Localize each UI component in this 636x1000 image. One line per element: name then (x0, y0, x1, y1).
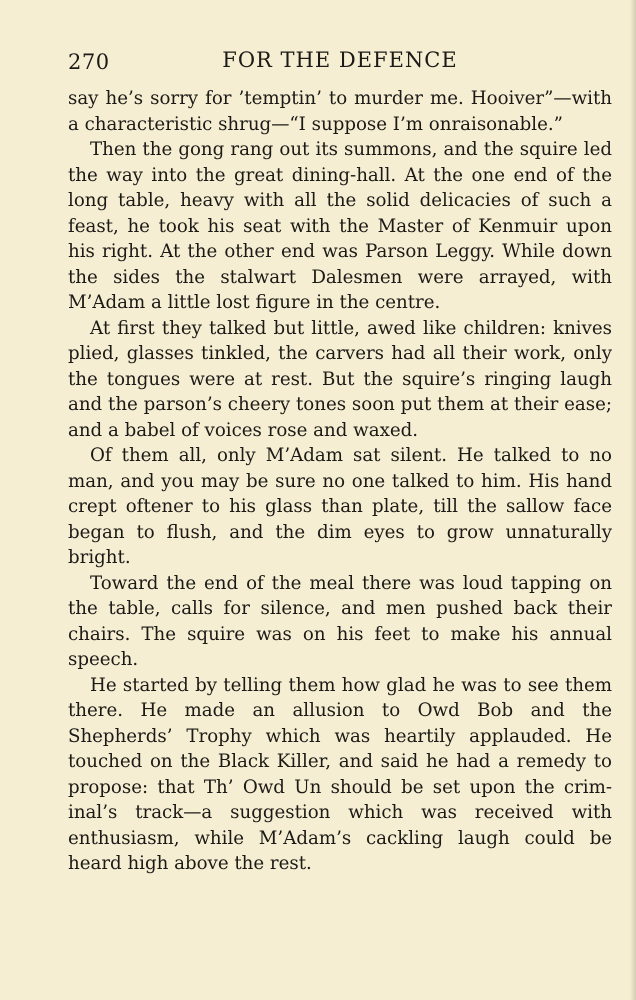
running-title: FOR THE DEFENCE (222, 48, 458, 72)
paragraph: Then the gong rang out its summons, and the squire led the way into the great dining-hall. At the one end of the long table, heavy with all the solid delicacies of such a feast, he took his seat with the Master of Kenmuir upon his right. At the other end was Parson Leggy. While down the sides the stalwart Dalesmen were arrayed, with M’Adam a little lost figure in the centre. (68, 139, 612, 313)
page-number: 270 (68, 50, 110, 74)
paragraph: Toward the end of the meal there was loud tapping on the table, calls for silence, and men pushed back their chairs. The squire was on his feet to make his annual speech. (68, 572, 612, 670)
paragraph: Of them all, only M’Adam sat silent. He talked to no man, and you may be sure no one talked to him. His hand crept oftener to his glass than plate, till the sallow face began to flush, and the dim eyes to grow unnaturally bright. (68, 445, 612, 568)
paragraph: say he’s sorry for ’temptin’ to murder me. Hooiver”—with a characteristic shrug—“I suppose I’m onraisonable.” (68, 88, 612, 135)
paragraph: At first they talked but little, awed like children: knives plied, glasses tinkled, the carvers had all their work, only the tongues were at rest. But the squire’s ringing laugh and the parson’s cheery tones soon put them at their ease; and a babel of voices rose and waxed. (68, 317, 612, 441)
paragraph: He started by telling them how glad he was to see them there. He made an allusion to Owd Bob and the Shepherds’ Trophy which was heartily applauded. He touched on the Black Killer, and said he had a remedy to propose: that Th’ Owd Un should be set upon the criminal’s track—a suggestion which was received with enthusiasm, while M’Adam’s cackling laugh could be heard high above the rest. (68, 674, 612, 874)
body-text (68, 86, 612, 877)
page-edge-shadow (630, 0, 636, 1000)
page-header (68, 44, 612, 78)
